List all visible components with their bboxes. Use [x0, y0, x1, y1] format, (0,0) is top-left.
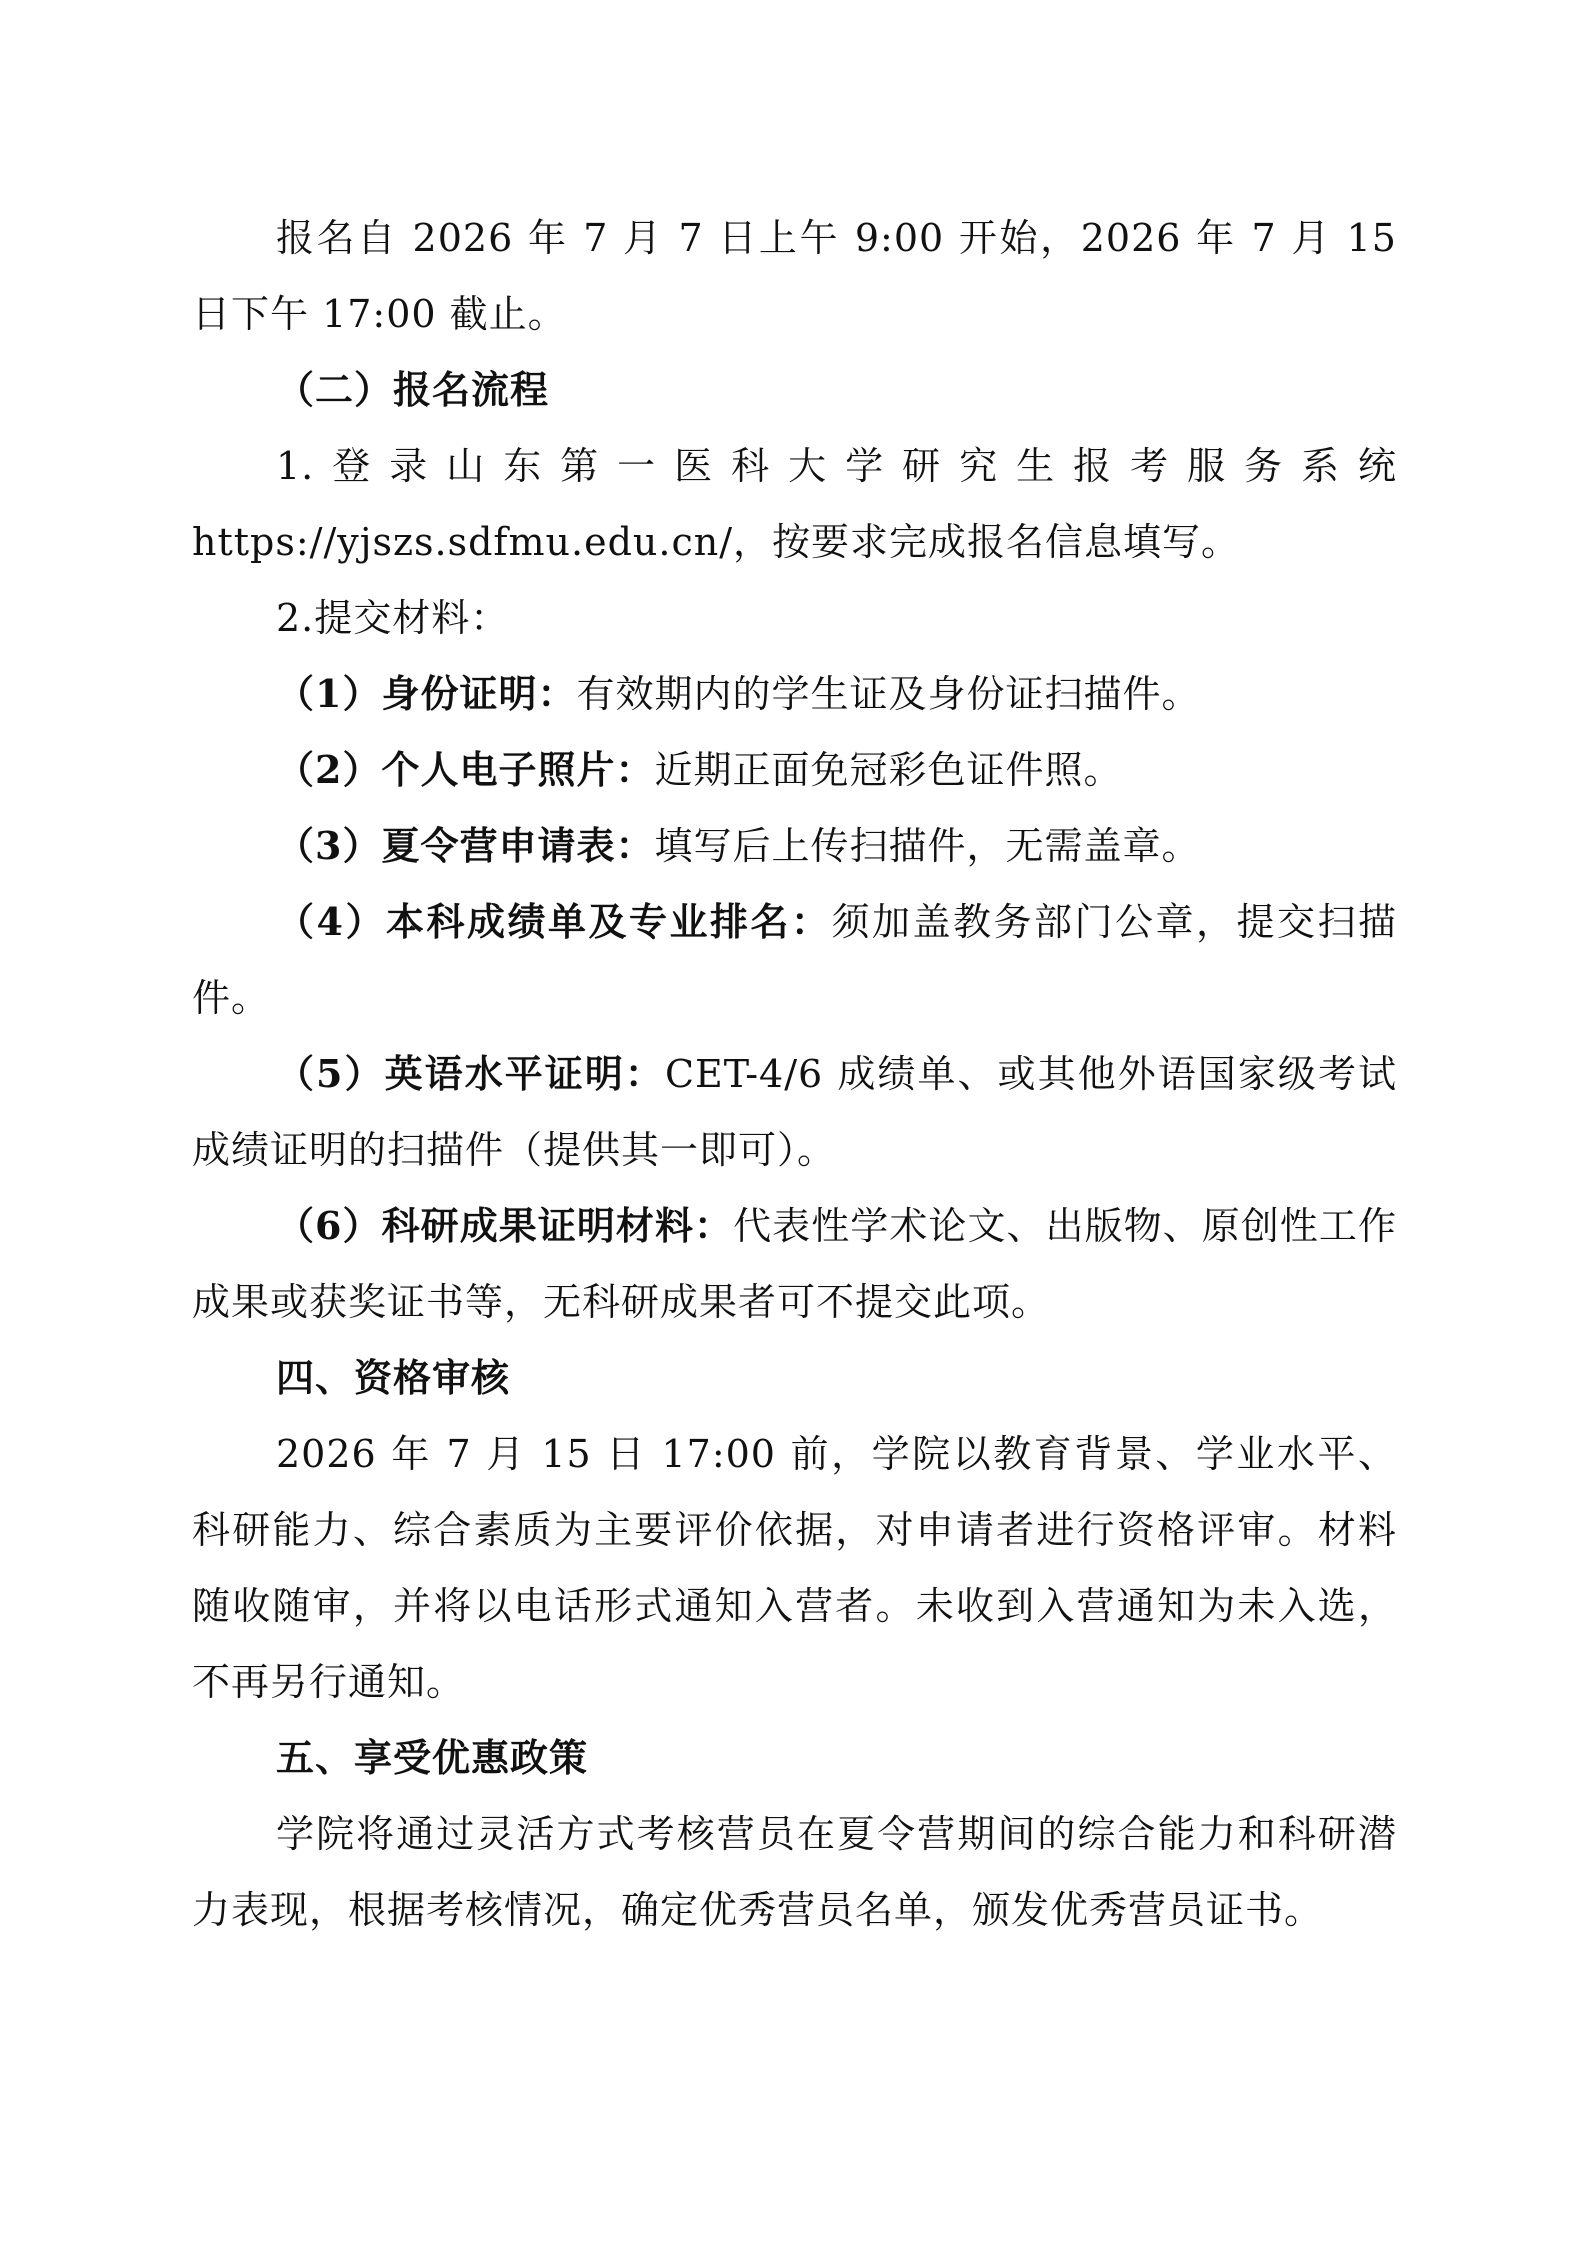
- material-label: （3）夏令营申请表：: [276, 823, 655, 868]
- benefits-heading: 五、享受优惠政策: [276, 1735, 589, 1780]
- material-item: [192, 656, 1397, 732]
- material-text: 代表性学术论文、出版物、原创性工作成果或获奖证书等，无科研成果者可不提交此项。: [192, 1204, 1397, 1324]
- material-label: （1）身份证明：: [276, 671, 577, 716]
- registration-process-heading: （二）报名流程: [276, 367, 550, 412]
- material-item: [192, 884, 1397, 1036]
- material-label: （2）个人电子照片：: [276, 747, 655, 792]
- material-item: [192, 1188, 1397, 1340]
- material-text: 有效期内的学生证及身份证扫描件。: [576, 672, 1201, 716]
- material-item: [192, 1036, 1397, 1188]
- material-item: [192, 732, 1397, 808]
- document-page: [192, 200, 1397, 1948]
- step2-paragraph: 2.提交材料：: [276, 596, 510, 640]
- registration-time-paragraph: 报名自 2026 年 7 月 7 日上午 9:00 开始，2026 年 7 月 15 日下午 17:00 截止。: [192, 216, 1397, 336]
- qualification-review-paragraph: 2026 年 7 月 15 日 17:00 前，学院以教育背景、学业水平、科研能力、综合素质为主要评价依据，对申请者进行资格评审。材料随收随审，并将以电话形式通知入营者。未收到入营通知为未入选，不再另行通知。: [192, 1432, 1397, 1704]
- material-text: 填写后上传扫描件，无需盖章。: [654, 824, 1201, 868]
- step1-line2: https://yjszs.sdfmu.edu.cn/，按要求完成报名信息填写。: [192, 520, 1241, 564]
- benefits-paragraph: 学院将通过灵活方式考核营员在夏令营期间的综合能力和科研潜力表现，根据考核情况，确定优秀营员名单，颁发优秀营员证书。: [192, 1812, 1397, 1932]
- material-text: CET-4/6 成绩单、或其他外语国家级考试成绩证明的扫描件（提供其一即可）。: [192, 1052, 1397, 1172]
- material-label: （4）本科成绩单及专业排名：: [276, 899, 832, 944]
- qualification-review-heading: 四、资格审核: [276, 1355, 511, 1400]
- step1-line1: 1.登录山东第一医科大学研究生报考服务系统: [276, 444, 1397, 488]
- material-text: 须加盖教务部门公章，提交扫描件。: [192, 900, 1397, 1020]
- material-label: （5）英语水平证明：: [276, 1051, 665, 1096]
- material-item: [192, 808, 1397, 884]
- material-label: （6）科研成果证明材料：: [276, 1203, 734, 1248]
- material-text: 近期正面免冠彩色证件照。: [654, 748, 1123, 792]
